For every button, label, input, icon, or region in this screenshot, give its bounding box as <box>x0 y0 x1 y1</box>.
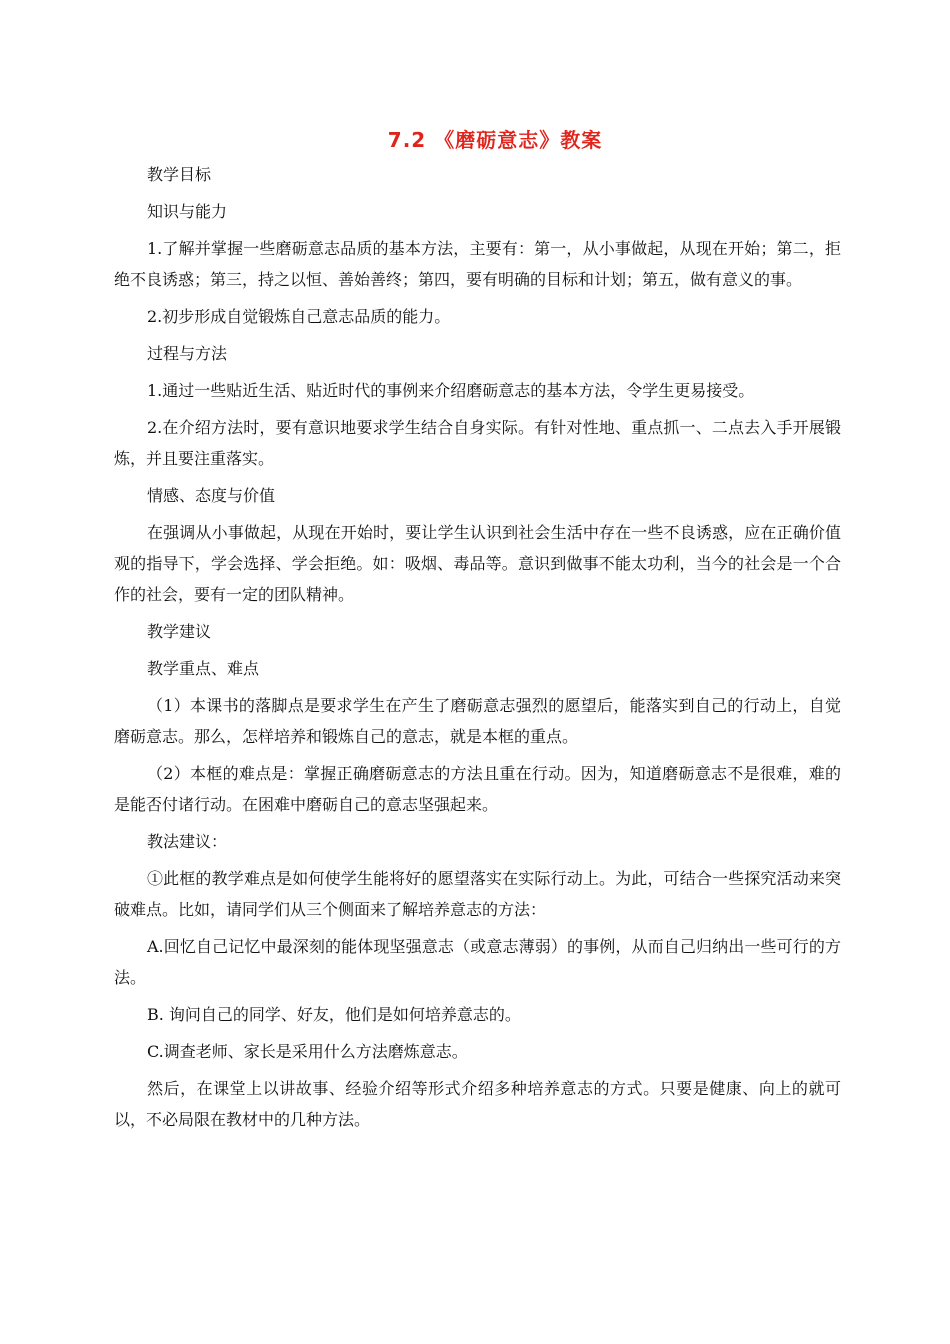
paragraph: 在强调从小事做起，从现在开始时，要让学生认识到社会生活中存在一些不良诱惑，应在正确价值观的指导下，学会选择、学会拒绝。如：吸烟、毒品等。意识到做事不能太功利，当今的社会是一个合作的社会，要有一定的团队精神。 <box>114 523 841 604</box>
subsection-heading: 过程与方法 <box>147 344 228 363</box>
list-item: C.调查老师、家长是采用什么方法磨炼意志。 <box>147 1042 468 1061</box>
paragraph: （1）本课书的落脚点是要求学生在产生了磨砺意志强烈的愿望后，能落实到自己的行动上，自觉磨砺意志。那么，怎样培养和锻炼自己的意志，就是本框的重点。 <box>114 696 841 746</box>
document-title: 7.2 《磨砺意志》教案 <box>387 128 603 152</box>
section-heading: 教学目标 <box>147 165 212 184</box>
subsection-heading: 教学重点、难点 <box>147 659 260 678</box>
subsection-heading: 情感、态度与价值 <box>147 486 276 505</box>
subsection-heading: 教法建议： <box>147 832 228 851</box>
document-body <box>114 159 841 1141</box>
subsection-heading: 知识与能力 <box>147 202 228 221</box>
paragraph: 2.初步形成自觉锻炼自己意志品质的能力。 <box>147 307 451 326</box>
paragraph: 1.通过一些贴近生活、贴近时代的事例来介绍磨砺意志的基本方法，令学生更易接受。 <box>147 381 755 400</box>
paragraph: （2）本框的难点是：掌握正确磨砺意志的方法且重在行动。因为，知道磨砺意志不是很难，难的是能否付诸行动。在困难中磨砺自己的意志坚强起来。 <box>114 764 841 814</box>
list-item: A.回忆自己记忆中最深刻的能体现坚强意志（或意志薄弱）的事例，从而自己归纳出一些可行的方法。 <box>114 937 841 987</box>
section-heading: 教学建议 <box>147 622 212 641</box>
paragraph: 2.在介绍方法时，要有意识地要求学生结合自身实际。有针对性地、重点抓一、二点去入手开展锻炼，并且要注重落实。 <box>114 418 841 468</box>
list-item: B. 询问自己的同学、好友，他们是如何培养意志的。 <box>147 1005 521 1024</box>
paragraph: 1.了解并掌握一些磨砺意志品质的基本方法，主要有：第一，从小事做起，从现在开始；第二，拒绝不良诱惑；第三，持之以恒、善始善终；第四，要有明确的目标和计划；第五，做有意义的事。 <box>114 239 841 289</box>
paragraph: ①此框的教学难点是如何使学生能将好的愿望落实在实际行动上。为此，可结合一些探究活动来突破难点。比如，请同学们从三个侧面来了解培养意志的方法： <box>114 869 841 919</box>
paragraph: 然后，在课堂上以讲故事、经验介绍等形式介绍多种培养意志的方式。只要是健康、向上的就可以，不必局限在教材中的几种方法。 <box>114 1079 841 1129</box>
